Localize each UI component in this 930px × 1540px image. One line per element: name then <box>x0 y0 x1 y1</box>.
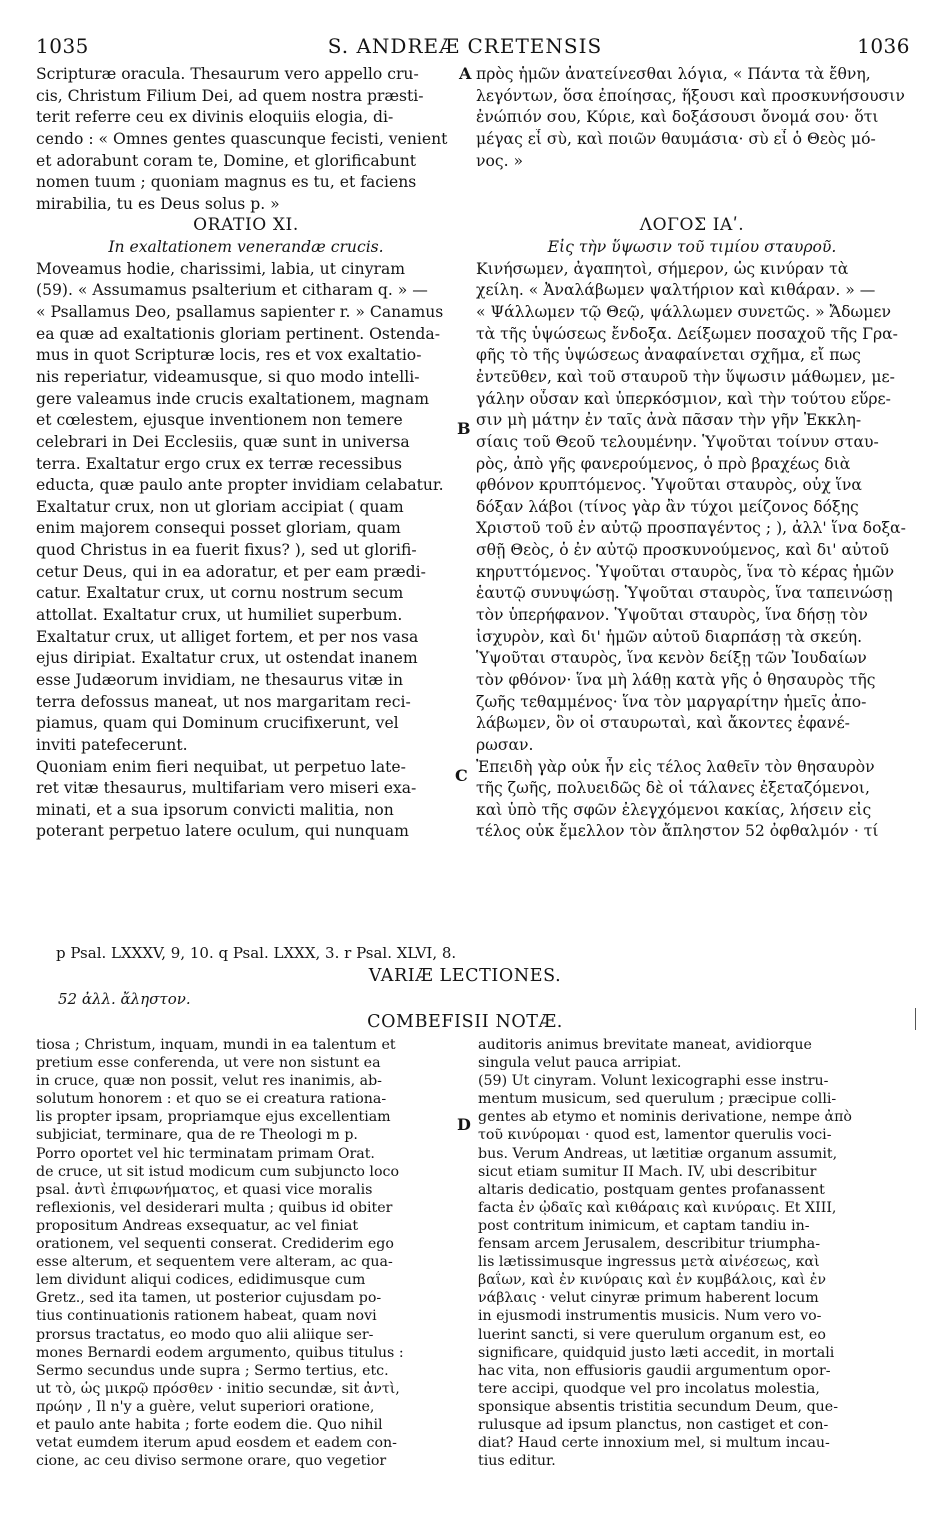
greek-text-line: καὶ ὑπὸ τῆς σφῶν ἐλεγχόμενοι κακίας, λήσειν εἰς <box>476 800 872 819</box>
latin-text-line: attollat. Exaltatur crux, ut humiliet superbum. <box>36 606 403 625</box>
note-line: pretium esse conferenda, ut vere non sistunt ea <box>36 1055 381 1072</box>
greek-text-line: ἐντεῦθεν, καὶ τοῦ σταυροῦ τὴν ὕψωσιν μάθωμεν, με- <box>476 367 895 386</box>
latin-text-line: Exaltatur crux, non ut gloriam accipiat ( quam <box>36 497 404 516</box>
margin-marker-c: C <box>455 766 468 785</box>
combefis-notes-heading: COMBEFISII NOTÆ. <box>367 1012 563 1032</box>
varia-lectiones-heading: VARIÆ LECTIONES. <box>368 966 562 986</box>
latin-text-line: ea quæ ad exaltationis gloriam pertinent. Ostenda- <box>36 324 440 343</box>
latin-text-line: nis reperiatur, videamusque, si quo modo intelli- <box>36 367 420 386</box>
latin-text-line: mus in quot Scripturæ locis, res et vox exaltatio- <box>36 346 422 365</box>
margin-marker-a: A <box>459 64 472 83</box>
note-line: mentum musicum, sed querulum ; præcipue colli- <box>478 1091 837 1108</box>
note-line: lis propter ipsam, propriamque ejus excellentiam <box>36 1109 391 1126</box>
latin-text-line: terra defossus maneat, ut nos margaritam reci- <box>36 692 411 711</box>
latin-text-line: cendo : « Omnes gentes quascunque fecisti, venient <box>36 129 448 148</box>
note-line: significare, quidquid justo læti accedit, in mortali <box>478 1344 835 1361</box>
note-line: τοῦ κινύρομαι · quod est, lamentor querulis voci- <box>478 1127 832 1144</box>
note-line: tius continuationis rationem habeat, quam novi <box>36 1308 377 1325</box>
greek-text-line: λάβωμεν, ὃν οἱ σταυρωταὶ, καὶ ἄκοντες ἐφανέ- <box>476 714 850 733</box>
note-line: βαΐων, καὶ ἐν κινύραις καὶ ἐν κυμβάλοις, καὶ ἐν <box>478 1272 827 1289</box>
page-number-right: 1036 <box>857 34 910 58</box>
greek-text-line: χείλη. « Ἀναλάβωμεν ψαλτήριον καὶ κιθάραν. » — <box>476 281 876 300</box>
note-line: orationem, vel sequenti conserat. Crediderim ego <box>36 1236 394 1253</box>
greek-text-line: κηρυττόμενος. Ὑψοῦται σταυρὸς, ἵνα τὸ κέρας ἡμῶν <box>476 562 895 581</box>
greek-text-line: τῆς ζωῆς, πολυειδῶς δὲ οἱ τάλανες ἐξεταζόμενοι, <box>476 779 870 798</box>
note-line: gentes ab etymo et nominis derivatione, nempe ἀπὸ <box>478 1109 852 1126</box>
greek-text-line: « Ψάλλωμεν τῷ Θεῷ, ψάλλωμεν συνετῶς. » Ἄδωμεν <box>476 303 891 322</box>
latin-text-line: esse Judæorum invidiam, ne thesaurus vitæ in <box>36 670 404 689</box>
note-line: facta ἐν ᾠδαῖς καὶ κιθάραις καὶ κινύραις. Et XIII, <box>478 1199 837 1216</box>
logos-title: ΛΟΓΟΣ ΙΑʹ. <box>639 215 745 236</box>
note-line: tius editur. <box>478 1453 556 1470</box>
greek-text-line: γάλην οὖσαν καὶ ὑπερκόσμιον, καὶ τὴν τούτου εὕρε- <box>476 389 891 408</box>
greek-text-line: τὸν φθόνον· ἵνα μὴ λάθῃ κατὰ γῆς ὁ θησαυρὸς τῆς <box>476 670 876 689</box>
latin-text-line: (59). « Assumamus psalterium et citharam q. » — <box>36 281 428 300</box>
latin-text-line: et adorabunt coram te, Domine, et glorificabunt <box>36 151 417 170</box>
note-line: Gretz., sed ita tamen, ut posterior cujusdam po- <box>36 1290 382 1307</box>
note-line: auditoris animus brevitate maneat, avidiorque <box>478 1037 812 1053</box>
note-line: vetat eumdem iterum apud eosdem et eadem con- <box>36 1435 397 1452</box>
latin-text-line: piamus, quam qui Dominum crucifixerunt, vel <box>36 714 399 733</box>
note-line: luerint sancti, si vere querulum organum est, eo <box>478 1326 826 1343</box>
margin-rule <box>915 1008 916 1030</box>
latin-text-line: nomen tuum ; quoniam magnus es tu, et faciens <box>36 173 417 192</box>
note-line: πρώην , Il n'y a guère, velut superiori oratione, <box>36 1398 375 1415</box>
greek-text-line: σιν μὴ μάτην ἐν ταῖς ἀνὰ πᾶσαν τὴν γῆν Ἐκκλη- <box>476 411 862 430</box>
latin-text-line: quod Christus in ea fuerit fixus? ), sed ut glorifi- <box>36 541 417 560</box>
note-line: νάβλαις · velut cinyræ primum haberent locum <box>478 1290 819 1307</box>
note-line: tere accipi, quodque vel pro incolatus molestia, <box>478 1380 820 1397</box>
greek-text-line: Χριστοῦ τοῦ ἐν αὐτῷ προσπαγέντος ; ), ἀλλ' ἵνα δοξα- <box>476 519 906 538</box>
note-line: (59) Ut cinyram. Volunt lexicographi esse instru- <box>478 1073 829 1090</box>
latin-text-line: « Psallamus Deo, psallamus sapienter r. » Canamus <box>36 303 444 322</box>
note-line: singula velut pauca arripiat. <box>478 1055 682 1072</box>
note-line: post contritum inimicum, et captam tandiu in- <box>478 1217 810 1234</box>
latin-text-line: Scripturæ oracula. Thesaurum vero appello cru- <box>36 65 419 83</box>
note-line: altaris dedicatio, postquam gentes profanassent <box>478 1181 825 1198</box>
greek-text-line <box>476 194 908 216</box>
variant-reading-note: 52 ἀλλ. ἄληστον. <box>58 990 191 1008</box>
logos-subtitle: Εἰς τὴν ὕψωσιν τοῦ τιμίου σταυροῦ. <box>547 238 837 257</box>
greek-text-line: ρὸς, ἀπὸ γῆς φανερούμενος, ὁ πρὸ βραχέως διὰ <box>476 454 851 473</box>
greek-text-line: Κινήσωμεν, ἀγαπητοὶ, σήμερον, ὡς κινύραν τὰ <box>476 259 849 278</box>
greek-text-line: ρωσαν. <box>476 735 534 754</box>
note-line: Sermo secundus unde supra ; Sermo tertius, etc. <box>36 1362 389 1379</box>
note-line: in ejusmodi instrumentis musicis. Num vero vo- <box>478 1308 822 1325</box>
note-line: prorsus tractatus, eo modo quo alii aliique ser- <box>36 1326 374 1343</box>
latin-column <box>36 64 456 843</box>
notes-right-column <box>478 1036 910 1470</box>
latin-text-line: Exaltatur crux, ut alliget fortem, et per nos vasa <box>36 627 419 646</box>
greek-text-line: ἰσχυρὸν, καὶ δι' ἡμῶν αὐτοῦ διαρπάσῃ τὰ σκεύη. <box>476 627 863 646</box>
note-line: de cruce, ut sit istud modicum cum subjuncto loco <box>36 1163 399 1180</box>
greek-text-line: λεγόντων, ὅσα ἐποίησας, ἥξουσι καὶ προσκυνήσουσιν <box>476 86 905 105</box>
oration-subtitle: In exaltationem venerandæ crucis. <box>108 238 384 257</box>
note-line: sicut etiam sumitur II Mach. IV, ubi describitur <box>478 1163 817 1180</box>
greek-text-line: τὰ τῆς ὑψώσεως ἔνδοξα. Δείξωμεν ποσαχοῦ τῆς Γρα- <box>476 324 898 343</box>
greek-text-line: ἑαυτῷ συνυψώσῃ. Ὑψοῦται σταυρὸς, ἵνα ταπεινώσῃ <box>476 584 893 603</box>
note-line: psal. ἀντὶ ἐπιφωνήματος, et quasi vice moralis <box>36 1181 373 1198</box>
greek-text-line: τέλος οὐκ ἔμελλον τὸν ἄπληστον 52 ὀφθαλμόν · τί <box>476 822 879 841</box>
note-line: ut τὸ, ὡς μικρῷ πρόσθεν · initio secundæ, sit ἀντὶ, <box>36 1380 400 1397</box>
margin-marker-b: B <box>457 419 471 438</box>
notes-left-column <box>36 1036 456 1470</box>
greek-text-line: σθῇ Θεὸς, ὁ ἐν αὐτῷ προσκυνούμενος, καὶ δι' αὐτοῦ <box>476 541 890 560</box>
note-line: solutum honorem : et quo se ei creatura rationa- <box>36 1091 387 1108</box>
latin-text-line: catur. Exaltatur crux, ut cornu nostrum secum <box>36 584 404 603</box>
note-line: diat? Haud certe innoxium mel, si multum incau- <box>478 1435 830 1452</box>
note-line: bus. Verum Andreas, ut lætitiæ organum assumit, <box>478 1145 838 1162</box>
latin-text-line: inviti patefecerunt. <box>36 735 188 754</box>
latin-text-line: ret vitæ thesaurus, multifariam vero miseri exa- <box>36 779 417 798</box>
greek-text-line: νος. » <box>476 151 524 170</box>
greek-text-line: μέγας εἶ σὺ, καὶ ποιῶν θαυμάσια· σὺ εἶ ὁ Θεὸς μό- <box>476 129 876 148</box>
note-line: reflexionis, vel desiderari multa ; quibus id obiter <box>36 1199 393 1216</box>
latin-text-line: ejus diripiat. Exaltatur crux, ut ostendat inanem <box>36 649 418 668</box>
note-line: sponsique absentis tristitia secundum Deum, que- <box>478 1398 838 1415</box>
latin-text-line: Moveamus hodie, charissimi, labia, ut cinyram <box>36 259 406 278</box>
note-line: esse alterum, et sequentem vere alteram, ac qua- <box>36 1254 393 1271</box>
greek-column <box>476 64 908 843</box>
greek-text-line <box>476 172 908 194</box>
greek-text-line: τὸν ὑπερήφανον. Ὑψοῦται σταυρὸς, ἵνα δήσῃ τὸν <box>476 606 868 625</box>
note-line: rulusque ad ipsum planctus, non castiget et con- <box>478 1416 829 1433</box>
greek-text-line: ἐνώπιόν σου, Κύριε, καὶ δοξάσουσι ὄνομά σου· ὅτι <box>476 108 879 127</box>
running-title: S. ANDREÆ CRETENSIS <box>327 34 603 58</box>
latin-text-line: enim majorem consequi posset gloriam, quam <box>36 519 401 538</box>
latin-text-line: cetur Deus, qui in ea adoratur, et per eam prædi- <box>36 562 426 581</box>
greek-text-line: φθόνον κρυπτόμενος. Ὑψοῦται σταυρὸς, οὐχ ἵνα <box>476 476 862 495</box>
note-line: subjiciat, terminare, qua de re Theologi m p. <box>36 1127 358 1144</box>
latin-text-line: minati, et a sua ipsorum convicti malitia, non <box>36 800 394 819</box>
oration-title: ORATIO XI. <box>193 215 299 236</box>
note-line: fensam arcem Jerusalem, describitur triumpha- <box>478 1236 821 1253</box>
greek-text-line: πρὸς ἡμῶν ἀνατείνεσθαι λόγια, « Πάντα τὰ ἔθνη, <box>476 65 871 83</box>
latin-text-line: terit referre ceu ex divinis eloquiis elogia, di- <box>36 108 394 127</box>
latin-text-line: terra. Exaltatur ergo crux ex terræ recessibus <box>36 454 403 473</box>
note-line: et paulo ante habita ; forte eodem die. Quo nihil <box>36 1416 383 1433</box>
greek-text-line: σίαις τοῦ Θεοῦ τελουμένην. Ὑψοῦται τοίνυν σταυ- <box>476 432 879 451</box>
note-line: in cruce, quæ non possit, velut res inanimis, ab- <box>36 1073 382 1090</box>
note-line: lem dividunt aliqui codices, edidimusque cum <box>36 1272 366 1289</box>
note-line: hac vita, non effusioris gaudii argumentum opor- <box>478 1362 831 1379</box>
greek-text-line: Ἐπειδὴ γὰρ οὐκ ἦν εἰς τέλος λαθεῖν τὸν θησαυρὸν <box>476 757 875 776</box>
page-number-left: 1035 <box>36 34 89 58</box>
greek-text-line: ζωῆς τεθαμμένος· ἵνα τὸν μαργαρίτην ἡμεῖς ἀπο- <box>476 692 867 711</box>
latin-text-line: cis, Christum Filium Dei, ad quem nostra præsti- <box>36 86 424 105</box>
latin-text-line: poterant perpetuo latere oculum, qui nunquam <box>36 822 409 841</box>
greek-text-line: Ὑψοῦται σταυρὸς, ἵνα κενὸν δείξῃ τῶν Ἰουδαίων <box>476 649 867 668</box>
latin-text-line: educta, quæ paulo ante propter invidiam celabatur. <box>36 476 444 495</box>
greek-text-line: φῆς τὸ τῆς ὑψώσεως ἀναφαίνεται σχῆμα, εἴ πως <box>476 346 861 365</box>
note-line: mones Bernardi eodem argumento, quibus titulus : <box>36 1344 404 1361</box>
latin-text-line: mirabilia, tu es Deus solus p. » <box>36 194 280 213</box>
note-line: tiosa ; Christum, inquam, mundi in ea talentum et <box>36 1037 396 1053</box>
scripture-footnotes: p Psal. LXXXV, 9, 10. q Psal. LXXX, 3. r Psal. XLVI, 8. <box>56 944 457 962</box>
margin-marker-d: D <box>457 1115 471 1134</box>
note-line: lis lætissimusque ingressus μετὰ αἰνέσεως, καὶ <box>478 1254 820 1271</box>
greek-text-line: δόξαν λάβοι (τίνος γὰρ ἂν τύχοι μείζονος δόξης <box>476 497 859 516</box>
latin-text-line: Quoniam enim fieri nequibat, ut perpetuo late- <box>36 757 406 776</box>
latin-text-line: gere valeamus inde crucis exaltationem, magnam <box>36 389 430 408</box>
note-line: propositum Andreas exsequatur, ac vel finiat <box>36 1217 359 1234</box>
note-line: Porro oportet vel hic terminatam primam Orat. <box>36 1145 375 1162</box>
latin-text-line: celebrari in Dei Ecclesiis, quæ sunt in universa <box>36 432 410 451</box>
note-line: cione, ac ceu diviso sermone orare, quo vegetior <box>36 1453 387 1470</box>
latin-text-line: et cœlestem, ejusque inventionem non temere <box>36 411 403 430</box>
